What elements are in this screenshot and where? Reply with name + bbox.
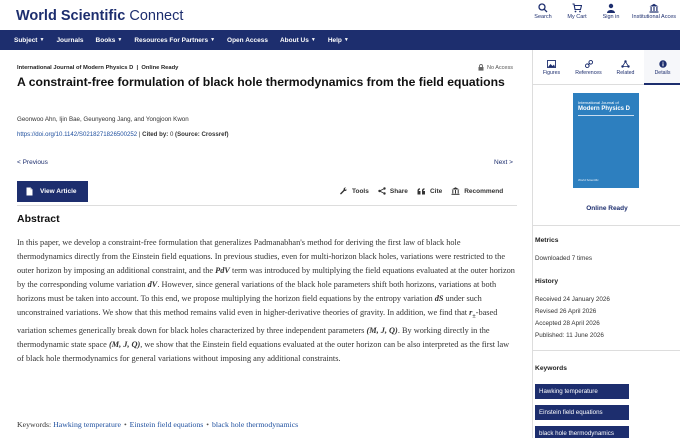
panel-tabs [533,50,680,85]
view-article-label: View Article [40,188,77,195]
site-logo[interactable]: World Scientific Connect [16,8,184,24]
cart-button[interactable] [560,2,594,20]
recommend-button[interactable] [451,187,503,195]
nav-open-access[interactable]: Open Access [227,36,268,44]
keyword-button[interactable]: Einstein field equations [535,405,629,420]
lock-icon [478,64,484,71]
no-access-label: No Access [487,64,513,71]
tab-related[interactable] [607,50,644,85]
sign-in-label: Sign in [602,14,620,20]
doi-link[interactable]: https://doi.org/10.1142/S0218271826500252 [17,131,138,138]
keyword-link[interactable]: Hawking temperature [53,420,121,429]
next-article-link[interactable]: Next > [494,159,513,166]
tools-button[interactable] [340,187,369,195]
chevron-down-icon: ▼ [210,37,216,43]
cover-journal-title: Modern Physics D [578,106,631,112]
institutional-access-label: Institutional Acces [631,14,677,20]
cover-rule [578,115,634,116]
history-received: Received 24 January 2026 [535,296,610,303]
main-nav [0,30,680,50]
online-ready-label: Online Ready [586,205,628,212]
authors[interactable]: Geonwoo Ahn, Ijin Bae, Geunyeong Jang, and Yongjoon Kwon [17,116,189,123]
nav-subject[interactable]: Subject ▼ [14,36,45,44]
nav-help[interactable]: Help ▼ [327,36,349,44]
history-accepted: Accepted 28 April 2026 [535,320,600,327]
details-icon [659,60,667,68]
nav-about-us[interactable]: About Us ▼ [279,36,316,44]
doi-line: https://doi.org/10.1142/S0218271826500252 | Cited by: 0 (Source: Crossref) [17,131,229,138]
access-status [478,64,513,71]
document-icon [26,187,33,196]
quote-icon [417,188,426,195]
cite-button[interactable] [417,187,442,195]
keywords-heading: Keywords [535,365,567,372]
cover-journal-small: International Journal of [578,100,619,105]
panel-divider [533,350,680,351]
abstract-heading: Abstract [17,213,60,225]
previous-article-link[interactable]: < Previous [17,159,48,166]
details-panel [532,50,680,438]
cover-publisher: World Scientific [578,178,599,182]
share-button[interactable] [378,187,408,195]
chevron-down-icon: ▼ [39,37,45,43]
tab-figures-label: Figures [542,70,561,76]
nav-journals[interactable]: Journals [56,36,84,44]
site-header [0,0,680,30]
search-button[interactable] [526,2,560,20]
share-icon [378,187,386,195]
wrench-icon [340,187,348,195]
related-icon [621,60,630,68]
tab-references[interactable] [570,50,607,85]
sign-in-button[interactable] [594,2,628,20]
cited-by-source: (Source: Crossref) [175,131,229,138]
journal-cover[interactable] [573,93,639,188]
keyword-button[interactable]: Hawking temperature [535,384,629,399]
history-revised: Revised 26 April 2026 [535,308,597,315]
tab-references-label: References [575,70,602,76]
tab-details[interactable] [644,50,680,85]
abstract-text: In this paper, we develop a constraint-free formulation that generalizes Padmanabhan's method for deriving the first law of black hole thermodynamics directly from the Einstein field equations. In previous studies, even for multi-horizon black holes, variations were restricted to the outer horizon by imposing an additional constraint, and the PdV term was introduced by multiplying the field equations evaluated at the outer horizon by the corresponding volume variation dV. However, since general variations of the black hole parameters shift both horizons, variations at both horizons must be taken into account. To this end, we propose multiplying the horizon field equations by the entropy variation dS under such unconstrained variations. We show that this method remains valid even in higher-derivative theories of gravity. In addition, we find that $r_\pm$-based variation schemes generically break down for black holes characterized by three independent parameters (M, J, Q). By working directly in the thermodynamic state space (M, J, Q), we show that the Einstein field equations evaluated at the outer horizon can be also interpreted as the first law of black hole thermodynamics for general variations without imposing any additional constraints. [17,238,515,363]
nav-resources-for-partners[interactable]: Resources For Partners ▼ [134,36,216,44]
cart-icon [572,3,582,13]
institutional-access-button[interactable] [628,2,680,20]
cart-label: My Cart [567,14,587,20]
header-tools [526,2,680,20]
chevron-down-icon: ▼ [310,37,316,43]
view-article-button[interactable] [17,181,88,202]
references-icon [585,60,593,68]
keywords-label: Keywords: [17,420,52,429]
keyword-button[interactable]: black hole thermodynamics [535,426,629,438]
panel-divider [533,225,680,226]
article-main [0,50,532,438]
tools-label: Tools [352,187,369,195]
article-title: A constraint-free formulation of black hole thermodynamics from the field equations [17,75,505,89]
journal-line[interactable]: International Journal of Modern Physics D | Online Ready [17,65,179,71]
user-icon [606,3,616,13]
tab-details-label: Details [654,70,671,76]
history-heading: History [535,278,559,285]
search-label: Search [534,14,552,20]
cite-label: Cite [429,187,443,195]
library-icon [451,187,460,195]
cited-by-count[interactable]: 0 [169,131,174,138]
downloads-count: Downloaded 7 times [535,255,593,262]
nav-books[interactable]: Books ▼ [95,36,123,44]
share-label: Share [389,187,408,195]
keywords-line: Keywords: Hawking temperature • Einstein field equations • black hole thermodynamics [17,420,299,429]
metrics-heading: Metrics [535,237,559,244]
recommend-label: Recommend [464,187,504,195]
history-published: Published: 11 June 2026 [535,332,604,339]
section-divider [17,205,517,206]
figures-icon [547,60,556,68]
keyword-link[interactable]: black hole thermodynamics [212,420,299,429]
article-actions [340,187,512,195]
keyword-link[interactable]: Einstein field equations [129,420,204,429]
cited-by-label: Cited by: [142,131,169,138]
institution-icon [649,3,659,13]
search-icon [538,3,548,13]
chevron-down-icon: ▼ [343,37,349,43]
chevron-down-icon: ▼ [117,37,123,43]
tab-related-label: Related [616,70,635,76]
tab-figures[interactable] [533,50,570,85]
